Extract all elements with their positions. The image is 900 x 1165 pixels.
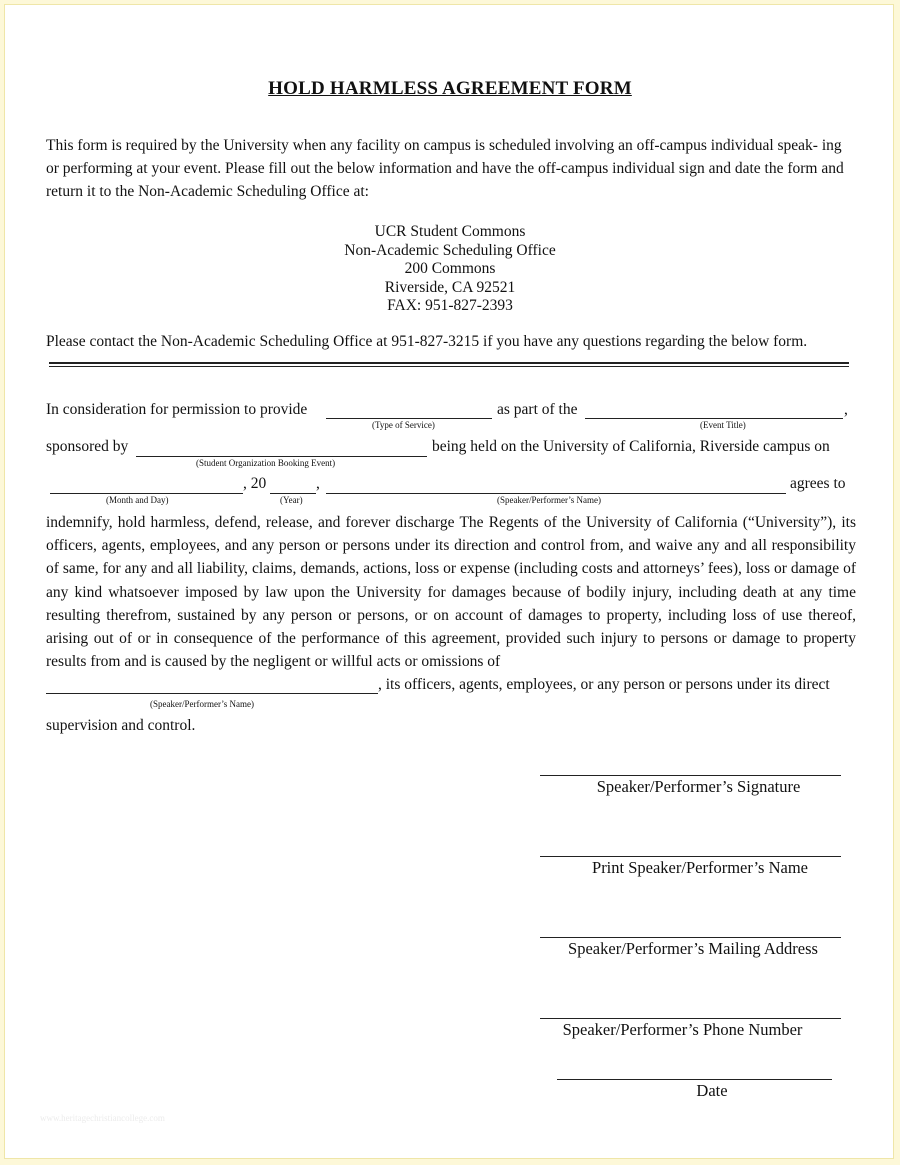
event-title-caption: (Event Title) [700, 420, 746, 430]
indemnity-paragraph: indemnify, hold harmless, defend, release, and forever discharge The Regents of the University of California (“University”), its officers, agents, employees, and any person or persons under its direction and control from, and waive any and all responsibility of same, for any and all liability, claims, demands, actions, loss or expense (including costs and attorneys’ fees), loss or damage of any kind whatsoever imposed by law upon the University for damages because of bodily injury, including death at any time resulting therefrom, sustained by any person or persons, or on account of damages to property, including loss of use thereof, arising out of or in consequence of the performance of this agreement, provided such injury to persons or damage to property results from and is caused by the negligent or willful acts or omissions of [46, 514, 856, 671]
student-org-field[interactable] [136, 456, 427, 457]
speaker-name-field[interactable] [326, 493, 786, 494]
address-line-1: UCR Student Commons [374, 223, 526, 240]
mailing-address-line[interactable] [540, 937, 841, 938]
date-label: Date [696, 1081, 728, 1100]
phone-label: Speaker/Performer’s Phone Number [562, 1020, 803, 1039]
body-tail-text: , its officers, agents, employees, or any person or persons under its direct [378, 676, 830, 693]
type-of-service-field[interactable] [326, 418, 492, 419]
intro-paragraph: This form is required by the University when any facility on campus is scheduled involving an off-campus individual speak- ing or performing at your event. Please fill out the below information and have the off-campus individual sign and date the form and return it to the Non-Academic Scheduling Office at: [46, 137, 844, 200]
address-line-2: Non-Academic Scheduling Office [344, 241, 556, 259]
address-fax: FAX: 951-827-2393 [387, 297, 513, 314]
type-of-service-caption: (Type of Service) [372, 420, 435, 430]
phone-line[interactable] [540, 1018, 841, 1019]
year-field[interactable] [270, 493, 316, 494]
signature-line[interactable] [540, 775, 841, 776]
supervision-text: supervision and control. [46, 717, 196, 734]
consideration-prefix: In consideration for permission to provide [46, 401, 308, 418]
month-day-caption: (Month and Day) [106, 495, 169, 505]
speaker-name-field-2[interactable] [46, 693, 378, 694]
agrees-to-text: agrees to [790, 475, 846, 492]
form-title: HOLD HARMLESS AGREEMENT FORM [268, 78, 632, 99]
year-comma: , [316, 475, 320, 492]
student-org-caption: (Student Organization Booking Event) [196, 458, 336, 468]
date-line[interactable] [557, 1079, 832, 1080]
print-name-line[interactable] [540, 856, 841, 857]
watermark-text: www.heritagechristiancollege.com [40, 1113, 165, 1123]
mailing-address-label: Speaker/Performer’s Mailing Address [568, 939, 818, 958]
address-line-4: Riverside, CA 92521 [384, 278, 516, 296]
row1-comma: , [844, 401, 848, 418]
as-part-text: as part of the [497, 401, 578, 418]
event-title-field[interactable] [585, 418, 843, 419]
divider-thin [49, 366, 849, 367]
month-day-field[interactable] [50, 493, 243, 494]
sponsored-by-text: sponsored by [46, 438, 129, 455]
address-line-3: 200 Commons [404, 260, 496, 277]
print-name-label: Print Speaker/Performer’s Name [592, 858, 808, 877]
contact-paragraph: Please contact the Non-Academic Scheduling Office at 951-827-3215 if you have any questions regarding the below form. [46, 333, 808, 350]
office-address [0, 223, 900, 316]
year-caption: (Year) [280, 495, 303, 505]
speaker-name-caption: (Speaker/Performer’s Name) [497, 495, 602, 505]
being-held-text: being held on the University of California, Riverside campus on [432, 438, 830, 455]
divider-thick [49, 362, 849, 364]
speaker-name-caption-2: (Speaker/Performer’s Name) [150, 699, 255, 709]
year-prefix: , 20 [243, 475, 267, 492]
signature-label: Speaker/Performer’s Signature [596, 777, 801, 796]
